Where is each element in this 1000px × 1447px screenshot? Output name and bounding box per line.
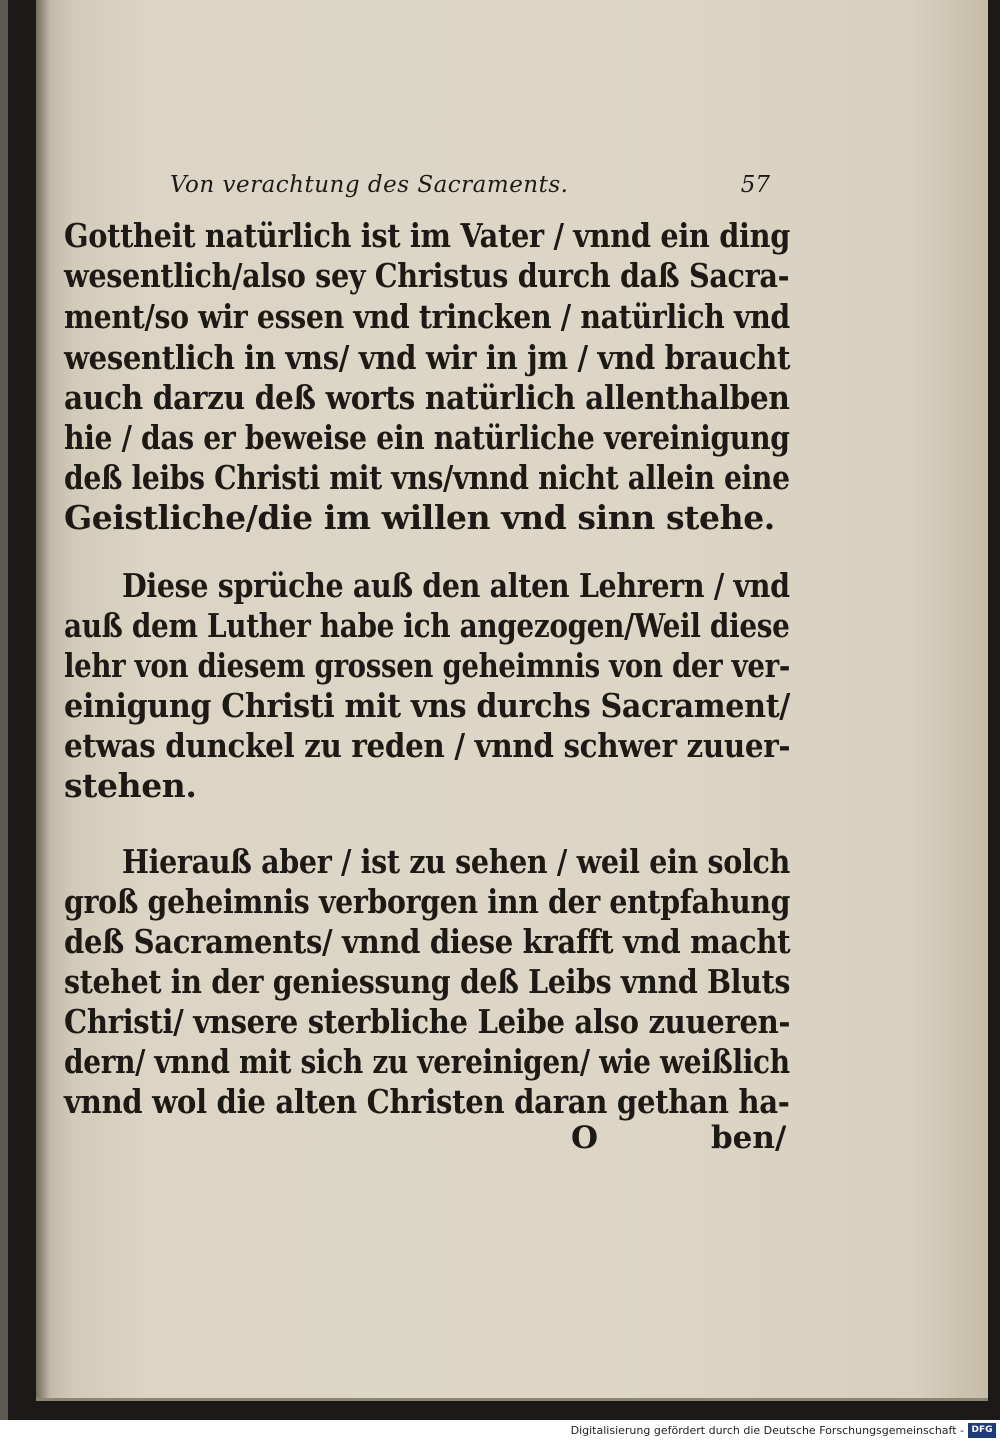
running-title: Von verachtung des Sacraments. — [170, 172, 569, 198]
text-line: Christi/ vnsere sterbliche Leibe also zuueren- — [64, 1002, 791, 1041]
text-line: auß dem Luther habe ich angezogen/Weil diese — [64, 606, 790, 645]
funding-credit: Digitalisierung gefördert durch die Deutsche Forschungsgemeinschaft - — [570, 1424, 964, 1437]
running-head — [170, 172, 770, 208]
scan-board-edge — [0, 0, 8, 1420]
signature-mark: O — [571, 1120, 599, 1156]
page-gutter-shadow — [36, 0, 50, 1398]
text-line: deß Sacraments/ vnnd diese krafft vnd macht — [64, 922, 791, 961]
text-line: einigung Christi mit vns durchs Sacrament/ — [64, 686, 790, 725]
text-line: etwas dunckel zu reden / vnnd schwer zuuer- — [64, 726, 791, 765]
text-line: Diese sprüche auß den alten Lehrern / vnd — [122, 566, 790, 605]
text-line: hie / das er beweise ein natürliche vereinigung — [64, 418, 790, 457]
footer-bar — [0, 1420, 1000, 1447]
text-line: wesentlich in vns/ vnd wir in jm / vnd braucht — [64, 338, 791, 377]
text-line: deß leibs Christi mit vns/vnnd nicht allein eine — [64, 458, 790, 497]
text-line: stehet in der geniessung deß Leibs vnnd Bluts — [64, 962, 791, 1001]
dfg-logo-icon: DFG — [968, 1423, 996, 1438]
text-line: lehr von diesem grossen geheimnis von der ver- — [64, 646, 790, 685]
page-number: 57 — [740, 172, 770, 198]
text-line: Gottheit natürlich ist im Vater / vnnd ein ding — [64, 216, 790, 255]
text-line: dern/ vnnd mit sich zu vereinigen/ wie weißlich — [64, 1042, 790, 1081]
text-line: stehen. — [64, 766, 197, 805]
text-line: Geistliche/die im willen vnd sinn stehe. — [64, 498, 775, 537]
text-line: vnnd wol die alten Christen daran gethan ha- — [64, 1082, 790, 1121]
text-line: Hierauß aber / ist zu sehen / weil ein solch — [122, 842, 790, 881]
text-line: groß geheimnis verborgen inn der entpfahung — [64, 882, 791, 921]
catchword: ben/ — [711, 1120, 787, 1156]
text-line: wesentlich/also sey Christus durch daß Sacra- — [64, 256, 790, 295]
text-line: ment/so wir essen vnd trincken / natürlich vnd — [64, 297, 790, 336]
text-line: auch darzu deß worts natürlich allenthalben — [64, 378, 790, 417]
